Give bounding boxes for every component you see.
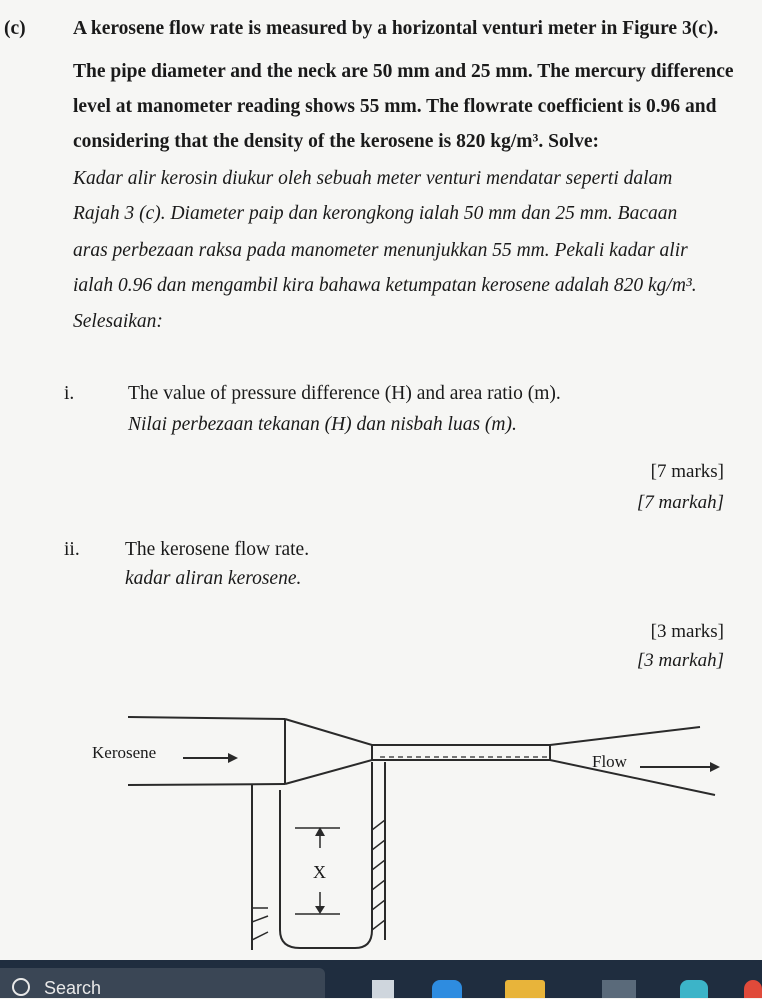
inlet-label: Kerosene <box>92 743 157 762</box>
part-i-label: i. <box>64 383 75 404</box>
file-explorer-icon[interactable] <box>505 980 545 998</box>
question-en-line-4: considering that the density of the kerosene is 820 kg/m³. Solve: <box>73 131 600 152</box>
part-i-marks: [7 marks] <box>650 461 724 482</box>
gap-x-label: X <box>313 862 326 882</box>
part-ii-label: ii. <box>64 539 80 560</box>
venturi-figure <box>0 700 762 960</box>
part-i-ms: Nilai perbezaan tekanan (H) dan nisbah luas (m). <box>128 414 517 435</box>
flow-label: Flow <box>592 752 627 771</box>
question-en-line-3: level at manometer reading shows 55 mm. The flowrate coefficient is 0.96 and <box>73 96 717 117</box>
part-ii-ms: kadar aliran kerosene. <box>125 568 302 589</box>
taskbar-search-label: Search <box>44 978 102 998</box>
app-icon[interactable] <box>602 980 636 998</box>
part-ii-markah: [3 markah] <box>636 650 724 671</box>
part-ii-en: The kerosene flow rate. <box>125 539 310 560</box>
part-ii-marks: [3 marks] <box>650 621 724 642</box>
task-view-icon[interactable] <box>372 980 394 998</box>
notification-icon[interactable] <box>744 980 762 998</box>
part-i-markah: [7 markah] <box>636 492 724 513</box>
question-ms-line-1: Kadar alir kerosin diukur oleh sebuah meter venturi mendatar seperti dalam <box>73 168 673 189</box>
part-i-en: The value of pressure difference (H) and area ratio (m). <box>128 383 561 404</box>
question-ms-line-5: Selesaikan: <box>73 311 163 332</box>
question-ms-line-2: Rajah 3 (c). Diameter paip dan kerongkong ialah 50 mm dan 25 mm. Bacaan <box>73 203 678 224</box>
question-ms-line-4: ialah 0.96 dan mengambil kira bahawa ketumpatan kerosene adalah 820 kg/m³. <box>73 275 697 296</box>
question-en-line-1: A kerosene flow rate is measured by a horizontal venturi meter in Figure 3(c). <box>73 18 719 39</box>
question-ms-line-3: aras perbezaan raksa pada manometer menunjukkan 55 mm. Pekali kadar alir <box>73 240 688 261</box>
edge-browser-icon[interactable] <box>432 980 462 998</box>
question-en-line-2: The pipe diameter and the neck are 50 mm and 25 mm. The mercury difference <box>73 61 734 82</box>
app-icon-2[interactable] <box>680 980 708 998</box>
question-label: (c) <box>4 18 26 39</box>
search-icon <box>12 978 30 996</box>
